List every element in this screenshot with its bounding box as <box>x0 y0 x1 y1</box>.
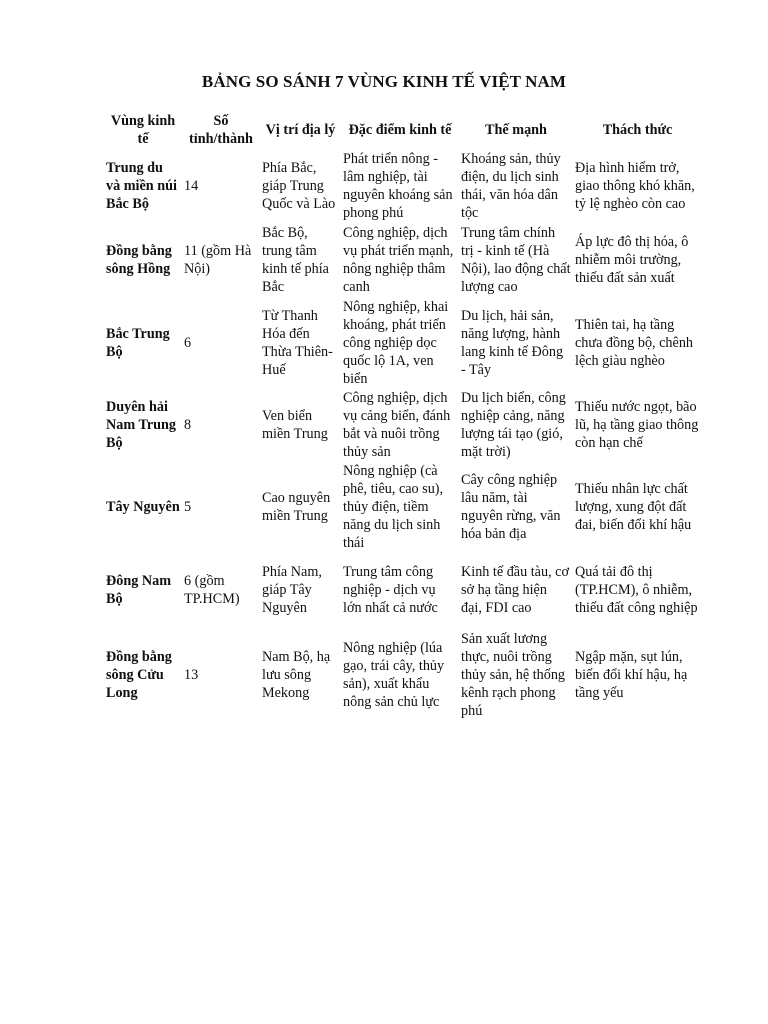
location-cell: Phía Nam, giáp Tây Nguyên <box>262 564 322 616</box>
location-cell: Ven biển miền Trung <box>262 408 328 442</box>
strengths-cell: Cây công nghiệp lâu năm, tài nguyên rừng, văn hóa bản địa <box>461 472 561 542</box>
strengths-cell: Khoáng sản, thủy điện, du lịch sinh thái, văn hóa dân tộc <box>461 151 561 221</box>
challenges-cell: Ngập mặn, sụt lún, biến đổi khí hậu, hạ tầng yếu <box>575 649 688 701</box>
header-cell-region: Vùng kinh tế <box>110 113 176 147</box>
region-cell: Tây Nguyên <box>106 499 180 515</box>
challenges-cell: Quá tải đô thị (TP.HCM), ô nhiễm, thiếu đất công nghiệp <box>575 564 698 616</box>
header-cell-location: Vị trí địa lý <box>265 122 336 138</box>
header-cell-challenges: Thách thức <box>602 122 673 138</box>
economic-features-cell: Công nghiệp, dịch vụ phát triển mạnh, nông nghiệp thâm canh <box>343 225 454 295</box>
strengths-cell: Kinh tế đầu tàu, cơ sở hạ tầng hiện đại, FDI cao <box>461 564 569 616</box>
header-row <box>104 110 702 150</box>
region-cell: Đồng bằng sông Hồng <box>106 243 172 277</box>
economic-features-cell: Phát triển nông - lâm nghiệp, tài nguyên khoáng sản phong phú <box>343 151 453 221</box>
table-row <box>104 628 702 722</box>
table-row <box>104 462 702 552</box>
comparison-table <box>104 110 702 722</box>
economic-features-cell: Công nghiệp, dịch vụ cảng biển, đánh bắt và nuôi trồng thủy sản <box>343 390 451 460</box>
table-row <box>104 222 702 298</box>
strengths-cell: Du lịch, hải sản, năng lượng, hành lang kinh tế Đông - Tây <box>461 308 564 378</box>
challenges-cell: Áp lực đô thị hóa, ô nhiễm môi trường, thiếu đất sản xuất <box>575 234 689 286</box>
header-cell-province-count: Số tỉnh/thành <box>189 113 253 147</box>
region-cell: Bắc Trung Bộ <box>106 326 170 360</box>
table-body <box>104 150 702 722</box>
economic-features-cell: Nông nghiệp (cà phê, tiêu, cao su), thủy điện, tiềm năng du lịch sinh thái <box>343 463 444 551</box>
location-cell: Bắc Bộ, trung tâm kinh tế phía Bắc <box>262 225 329 295</box>
region-cell: Trung du và miền núi Bắc Bộ <box>106 160 177 212</box>
table-row <box>104 552 702 628</box>
strengths-cell: Du lịch biển, công nghiệp cảng, năng lượng tái tạo (gió, mặt trời) <box>461 390 566 460</box>
province-count-cell: 6 (gồm TP.HCM) <box>184 573 240 607</box>
location-cell: Nam Bộ, hạ lưu sông Mekong <box>262 649 331 701</box>
table-row <box>104 150 702 222</box>
challenges-cell: Thiếu nhân lực chất lượng, xung đột đất đai, biến đổi khí hậu <box>575 481 692 533</box>
province-count-cell: 6 <box>184 335 192 351</box>
location-cell: Từ Thanh Hóa đến Thừa Thiên-Huế <box>262 308 333 378</box>
economic-features-cell: Nông nghiệp, khai khoáng, phát triển công nghiệp dọc quốc lộ 1A, ven biển <box>343 299 449 387</box>
province-count-cell: 13 <box>184 667 199 683</box>
strengths-cell: Sản xuất lương thực, nuôi trồng thủy sản, hệ thống kênh rạch phong phú <box>461 631 566 719</box>
location-cell: Cao nguyên miền Trung <box>262 490 331 524</box>
document-title: BẢNG SO SÁNH 7 VÙNG KINH TẾ VIỆT NAM <box>201 72 567 91</box>
challenges-cell: Thiếu nước ngọt, bão lũ, hạ tầng giao thông còn hạn chế <box>575 399 699 451</box>
table-row <box>104 298 702 388</box>
province-count-cell: 11 (gồm Hà Nội) <box>184 243 252 277</box>
strengths-cell: Trung tâm chính trị - kinh tế (Hà Nội), lao động chất lượng cao <box>461 225 571 295</box>
challenges-cell: Thiên tai, hạ tầng chưa đồng bộ, chênh lệch giàu nghèo <box>575 317 694 369</box>
region-cell: Đông Nam Bộ <box>106 573 172 607</box>
table-row <box>104 388 702 462</box>
province-count-cell: 8 <box>184 417 192 433</box>
region-cell: Duyên hải Nam Trung Bộ <box>106 399 177 451</box>
province-count-cell: 5 <box>184 499 192 515</box>
economic-features-cell: Nông nghiệp (lúa gạo, trái cây, thủy sản), xuất khẩu nông sản chủ lực <box>343 640 445 710</box>
header-cell-economic-features: Đặc điểm kinh tế <box>348 122 452 138</box>
header-cell-strengths: Thế mạnh <box>485 122 547 138</box>
region-cell: Đồng bằng sông Cửu Long <box>106 649 172 701</box>
location-cell: Phía Bắc, giáp Trung Quốc và Lào <box>262 160 336 212</box>
economic-features-cell: Trung tâm công nghiệp - dịch vụ lớn nhất cả nước <box>343 564 438 616</box>
table-header <box>104 110 702 150</box>
province-count-cell: 14 <box>184 178 199 194</box>
challenges-cell: Địa hình hiểm trở, giao thông khó khăn, tỷ lệ nghèo còn cao <box>575 160 695 212</box>
